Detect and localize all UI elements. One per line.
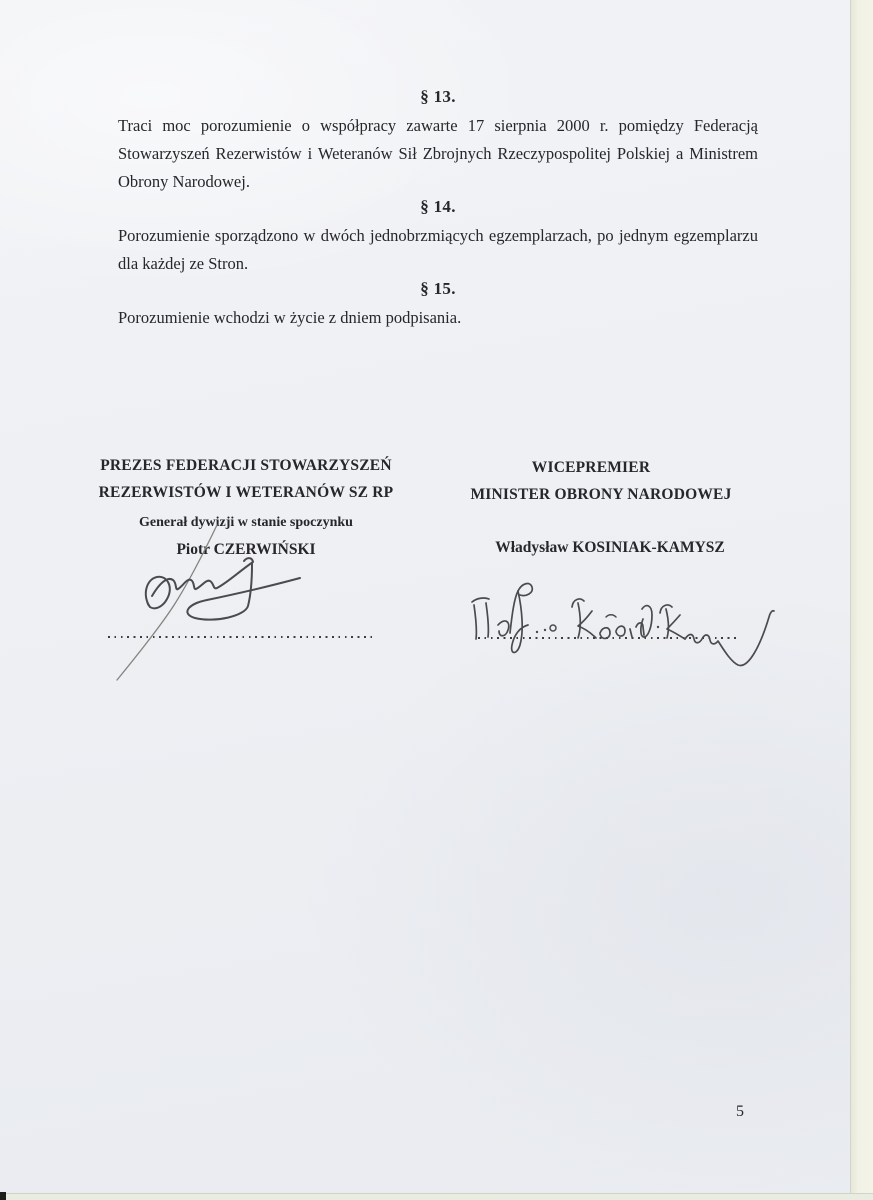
section-15-heading: § 15. (420, 279, 456, 298)
left-signer-name: Piotr CZERWIŃSKI (176, 541, 316, 558)
right-handwritten-signature-icon (460, 575, 790, 685)
left-title-line2: REZERWISTÓW I WETERANÓW SZ RP (98, 484, 394, 501)
right-title-line1: WICEPREMIER (531, 459, 651, 476)
section-14-body: Porozumienie sporządzono w dwóch jednobrzmiących egzemplarzach, po jednym egzemplarzu dla każdej ze Stron. (118, 226, 758, 273)
scanner-corner-mark (0, 1192, 6, 1200)
section-14-heading: § 14. (420, 197, 456, 216)
section-13-heading: § 13. (420, 87, 456, 106)
scanner-edge-right (851, 0, 873, 1200)
section-15-body: Porozumienie wchodzi w życie z dniem podpisania. (118, 308, 462, 327)
signature-block-right (450, 454, 752, 562)
left-rank: Generał dywizji w stanie spoczynku (139, 515, 353, 530)
left-handwritten-signature-icon (95, 500, 315, 700)
section-13-body: Traci moc porozumienie o współpracy zawarte 17 sierpnia 2000 r. pomiędzy Federacją Stowarzyszeń Rezerwistów i Weteranów Sił Zbrojnych Rzeczypospolitej Polskiej a Ministrem Obrony Narodowej. (118, 116, 758, 191)
right-signer-name: Władysław KOSINIAK-KAMYSZ (495, 539, 725, 556)
scanner-edge-bottom (0, 1193, 873, 1200)
left-title-line1: PREZES FEDERACJI STOWARZYSZEŃ (100, 457, 392, 474)
spacer (450, 508, 752, 534)
page-number: 5 (736, 1103, 744, 1120)
right-title-line2: MINISTER OBRONY NARODOWEJ (470, 486, 732, 503)
